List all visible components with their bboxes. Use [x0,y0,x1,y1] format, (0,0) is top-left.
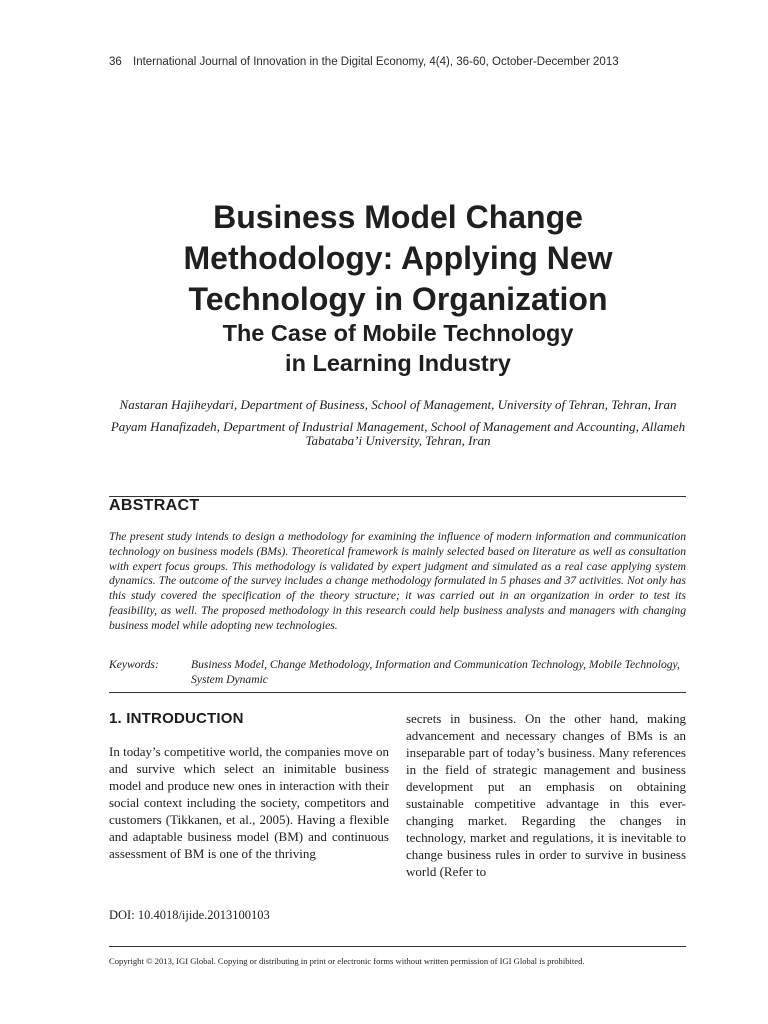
paper-subtitle [100,318,696,378]
title-line: Business Model Change [213,199,583,235]
doi: DOI: 10.4018/ijide.2013100103 [109,908,270,922]
page-number: 36 [109,56,122,68]
right-column [406,710,686,880]
body-paragraph: In today’s competitive world, the companies move on and survive which select an inimitable business model and produce new ones in interaction with their social context including the society, competitors and customers (Tikkanen, et al., 2005). Having a flexible and adaptable business model (BM) and continuous assessment of BM is one of the thriving [109,744,389,861]
section-heading: 1. INTRODUCTION [109,710,244,727]
abstract-text: The present study intends to design a methodology for examining the influence of modern information and communication technology on business models (BMs). Theoretical framework is mainly selected based on literature as well as consultation with expert focus groups. This methodology is validated by expert judgment and simulated as a real case applying system dynamics. The outcome of the survey includes a change methodology formulated in 5 phases and 37 activities. Not only has this study covered the specification of the theory structure; it was carried out in an organization in order to test its feasibility, as well. The proposed methodology in this research could help business analysts and managers with changing business model while adopting new technologies. [109,530,686,632]
journal-citation: International Journal of Innovation in the Digital Economy, 4(4), 36-60, October-December 2013 [133,56,619,68]
author-affiliation: Nastaran Hajiheydari, Department of Business, School of Management, University of Tehran, Tehran, Iran [119,397,677,412]
subtitle-line: in Learning Industry [285,350,511,376]
subtitle-line: The Case of Mobile Technology [222,320,574,346]
left-column [109,710,389,862]
abstract-heading: ABSTRACT [109,497,200,514]
divider [109,692,686,693]
keywords-text: Business Model, Change Methodology, Information and Communication Technology, Mobile Technology, System Dynamic [191,658,680,686]
title-line: Technology in Organization [188,281,608,317]
author-list [109,398,687,456]
keywords-label: Keywords: [109,658,159,671]
body-paragraph: secrets in business. On the other hand, making advancement and necessary changes of BMs is an inseparable part of today’s business. Many references in the field of strategic management and business development put an emphasis on obtaining sustainable competitive advantage in this ever-changing market. Regarding the changes in technology, market and regulations, it is inevitable to change business rules in order to survive in business world (Refer to [406,711,686,879]
copyright-notice: Copyright © 2013, IGI Global. Copying or distributing in print or electronic forms without written permission of IGI Global is prohibited. [109,956,585,966]
running-header [109,56,669,68]
author-affiliation: Payam Hanafizadeh, Department of Industrial Management, School of Management and Accounting, Allameh Tabataba’i University, Tehran, Iran [110,419,686,448]
paper-title [100,197,696,320]
keywords [109,658,686,688]
title-line: Methodology: Applying New [183,240,613,276]
divider [109,946,686,947]
